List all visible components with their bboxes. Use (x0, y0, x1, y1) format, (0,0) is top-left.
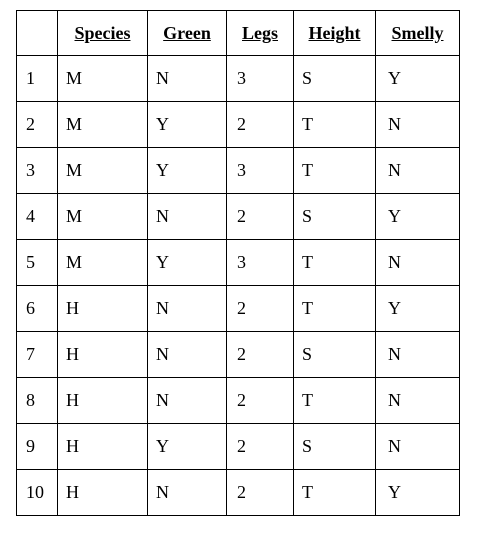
table-row (17, 56, 460, 102)
cell-legs: 3 (227, 56, 294, 102)
cell-species: M (58, 194, 148, 240)
cell-species: M (58, 240, 148, 286)
cell-legs: 3 (227, 240, 294, 286)
cell-index: 10 (17, 470, 58, 516)
header-cell-legs: Legs (227, 11, 294, 56)
table-row (17, 286, 460, 332)
cell-smelly: N (376, 148, 460, 194)
cell-index: 3 (17, 148, 58, 194)
cell-smelly: Y (376, 286, 460, 332)
cell-legs: 2 (227, 286, 294, 332)
cell-index: 7 (17, 332, 58, 378)
table-row (17, 240, 460, 286)
cell-index: 1 (17, 56, 58, 102)
cell-index: 6 (17, 286, 58, 332)
cell-species: H (58, 470, 148, 516)
cell-height: T (294, 240, 376, 286)
cell-green: N (148, 332, 227, 378)
species-data-table (16, 10, 460, 516)
cell-height: S (294, 194, 376, 240)
cell-legs: 2 (227, 378, 294, 424)
cell-species: M (58, 56, 148, 102)
cell-species: H (58, 424, 148, 470)
cell-green: Y (148, 424, 227, 470)
cell-smelly: Y (376, 470, 460, 516)
cell-height: T (294, 148, 376, 194)
cell-green: N (148, 378, 227, 424)
cell-height: S (294, 424, 376, 470)
cell-species: M (58, 102, 148, 148)
table-row (17, 378, 460, 424)
cell-species: H (58, 286, 148, 332)
cell-index: 8 (17, 378, 58, 424)
cell-smelly: N (376, 102, 460, 148)
cell-legs: 2 (227, 424, 294, 470)
cell-species: M (58, 148, 148, 194)
table-row (17, 148, 460, 194)
cell-smelly: N (376, 332, 460, 378)
data-table-container (16, 10, 460, 516)
cell-green: N (148, 56, 227, 102)
header-cell-species: Species (58, 11, 148, 56)
header-cell-smelly: Smelly (376, 11, 460, 56)
cell-green: Y (148, 148, 227, 194)
cell-legs: 2 (227, 332, 294, 378)
cell-index: 9 (17, 424, 58, 470)
cell-green: N (148, 194, 227, 240)
cell-index: 5 (17, 240, 58, 286)
header-cell-index (17, 11, 58, 56)
cell-index: 2 (17, 102, 58, 148)
header-cell-green: Green (148, 11, 227, 56)
cell-green: Y (148, 102, 227, 148)
cell-green: N (148, 286, 227, 332)
cell-species: H (58, 332, 148, 378)
cell-height: T (294, 378, 376, 424)
cell-smelly: Y (376, 56, 460, 102)
table-row (17, 102, 460, 148)
cell-legs: 3 (227, 148, 294, 194)
cell-height: T (294, 102, 376, 148)
cell-legs: 2 (227, 102, 294, 148)
cell-height: S (294, 332, 376, 378)
cell-height: T (294, 286, 376, 332)
table-row (17, 424, 460, 470)
cell-smelly: N (376, 378, 460, 424)
cell-species: H (58, 378, 148, 424)
cell-height: T (294, 470, 376, 516)
header-cell-height: Height (294, 11, 376, 56)
cell-smelly: N (376, 424, 460, 470)
cell-legs: 2 (227, 194, 294, 240)
cell-index: 4 (17, 194, 58, 240)
cell-legs: 2 (227, 470, 294, 516)
table-row (17, 470, 460, 516)
table-row (17, 194, 460, 240)
cell-green: N (148, 470, 227, 516)
cell-height: S (294, 56, 376, 102)
table-row (17, 332, 460, 378)
cell-green: Y (148, 240, 227, 286)
header-row (17, 11, 460, 56)
cell-smelly: N (376, 240, 460, 286)
cell-smelly: Y (376, 194, 460, 240)
